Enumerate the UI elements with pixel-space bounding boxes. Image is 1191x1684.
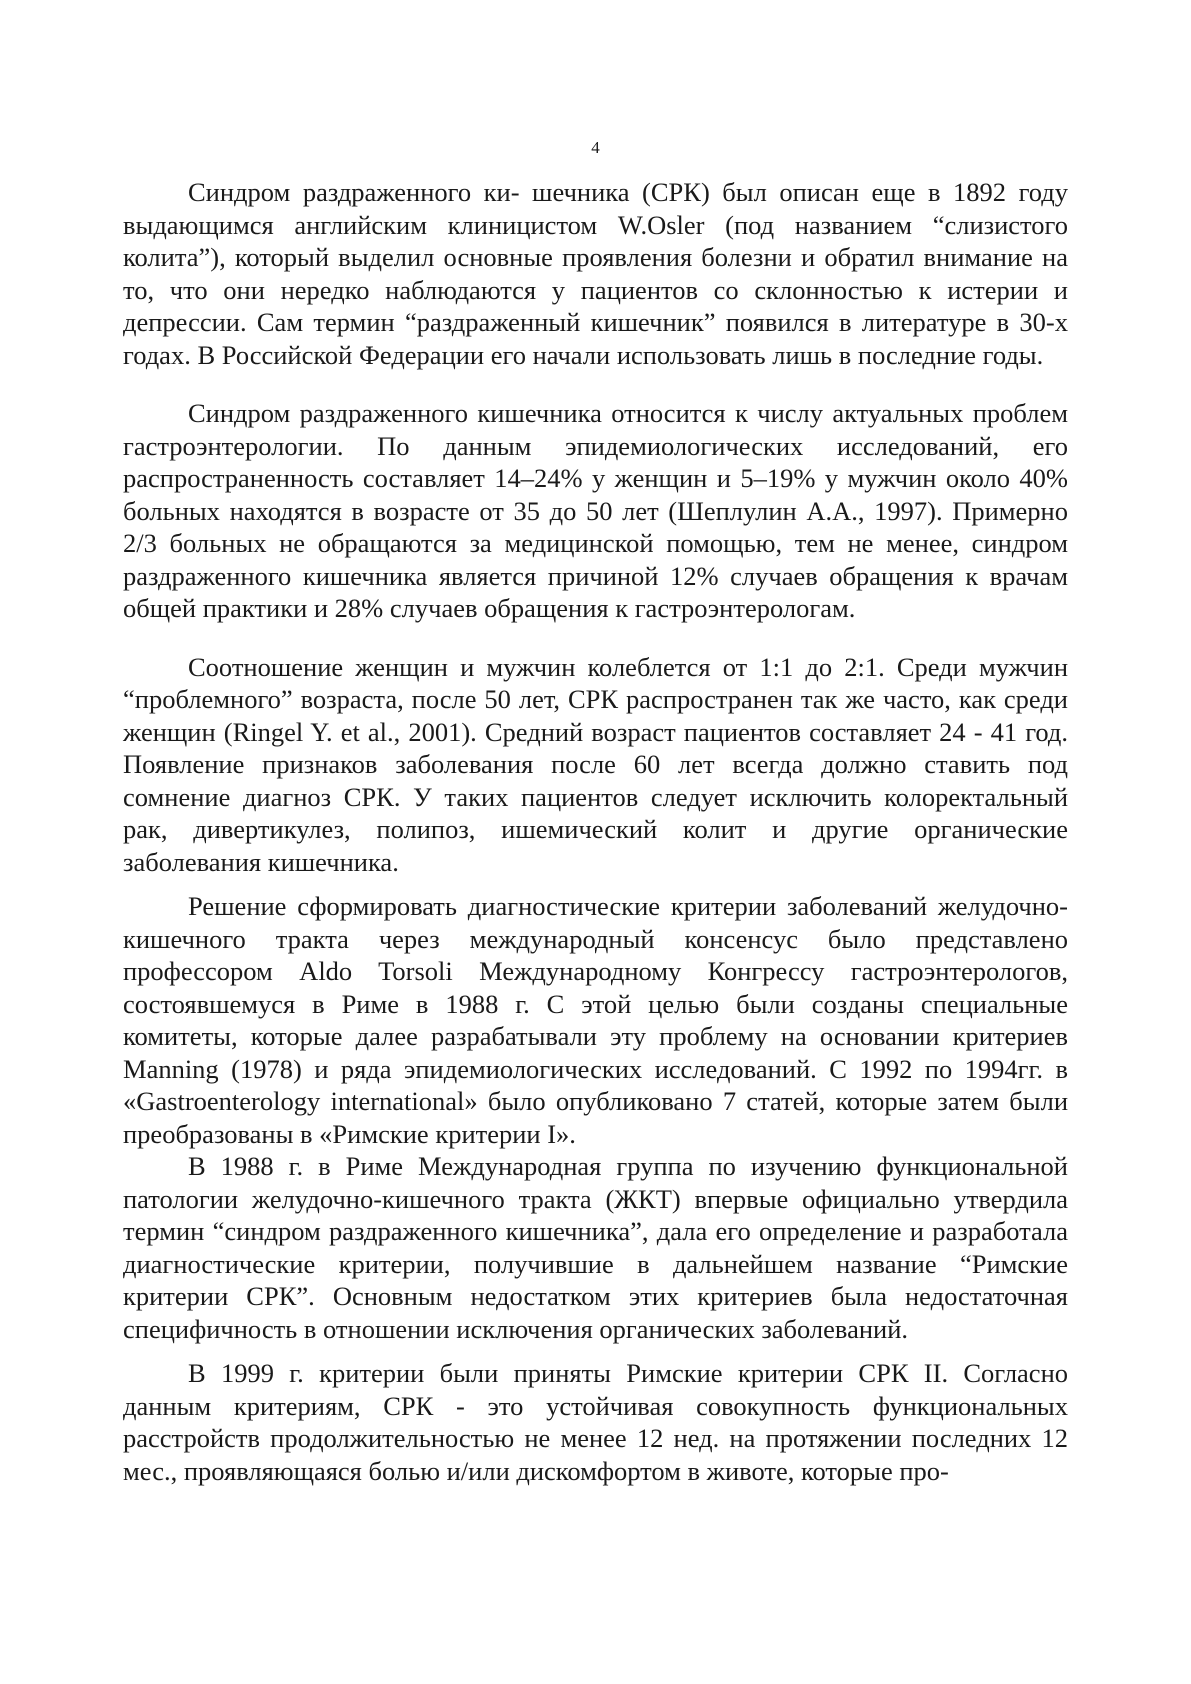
paragraph-gender-ratio: Соотношение женщин и мужчин колеблется от 1:1 до 2:1. Среди мужчин “проблемного” возраста, после 50 лет, СРК распространен так же часто, как среди женщин (Ringel Y. et al., 2001). Средний возраст пациентов составляет 24 - 41 год. Появление признаков заболевания после 60 лет всегда должно ставить под сомнение диагноз СРК. У таких пациентов следует исключить колоректальный рак, дивертикулез, полипоз, ишемический колит и другие органические заболевания кишечника. bbox=[123, 651, 1068, 877]
paragraph-rome-ii: В 1999 г. критерии были приняты Римские критерии СРК II. Согласно данным критериям, СРК - это устойчивая совокупность функциональных расстройств продолжительностью не менее 12 нед. на протяжении последних 12 мес., проявляющаяся болью и/или дискомфортом в животе, которые про- bbox=[123, 1358, 1068, 1486]
paragraph-rome-criteria: В 1988 г. в Риме Международная группа по изучению функциональной патологии желудочно-кишечного тракта (ЖКТ) впервые официально утвердила термин “синдром раздраженного кишечника”, дала его определение и разработала диагностические критерии, получившие в дальнейшем название “Римские критерии СРК”. Основным недостатком этих критериев была недостаточная специфичность в отношении исключения органических заболеваний. bbox=[123, 1151, 1068, 1344]
body-text bbox=[123, 176, 1068, 1487]
paragraph-consensus: Решение сформировать диагностические критерии заболеваний желудочно-кишечного тракта через международный консенсус было представлено профессором Aldo Torsoli Международному Конгрессу гастроэнтерологов, состоявшемуся в Риме в 1988 г. С этой целью были созданы специальные комитеты, которые далее разрабатывали эту проблему на основании критериев Manning (1978) и ряда эпидемиологических исследований. С 1992 по 1994гг. в «Gastroenterology international» было опубликовано 7 статей, которые затем были преобразованы в «Римские критерии I». bbox=[123, 891, 1068, 1149]
page-number: 4 bbox=[591, 138, 600, 157]
paragraph-history: Синдром раздраженного ки- шечника (СРК) был описан еще в 1892 году выдающимся английским клиницистом W.Osler (под названием “слизистого колита”), который выделил основные проявления болезни и обратил внимание на то, что они нередко наблюдаются у пациентов со склонностью к истерии и депрессии. Сам термин “раздраженный кишечник” появился в литературе в 30-х годах. В Российской Федерации его начали использовать лишь в последние годы. bbox=[123, 177, 1068, 370]
paragraph-prevalence: Синдром раздраженного кишечника относится к числу актуальных проблем гастроэнтерологии. По данным эпидемиологических исследований, его распространенность составляет 14–24% у женщин и 5–19% у мужчин около 40% больных находятся в возрасте от 35 до 50 лет (Шеплулин А.А., 1997). Примерно 2/3 больных не обращаются за медицинской помощью, тем не менее, синдром раздраженного кишечника является причиной 12% случаев обращения к врачам общей практики и 28% случаев обращения к гастроэнтерологам. bbox=[123, 398, 1068, 623]
